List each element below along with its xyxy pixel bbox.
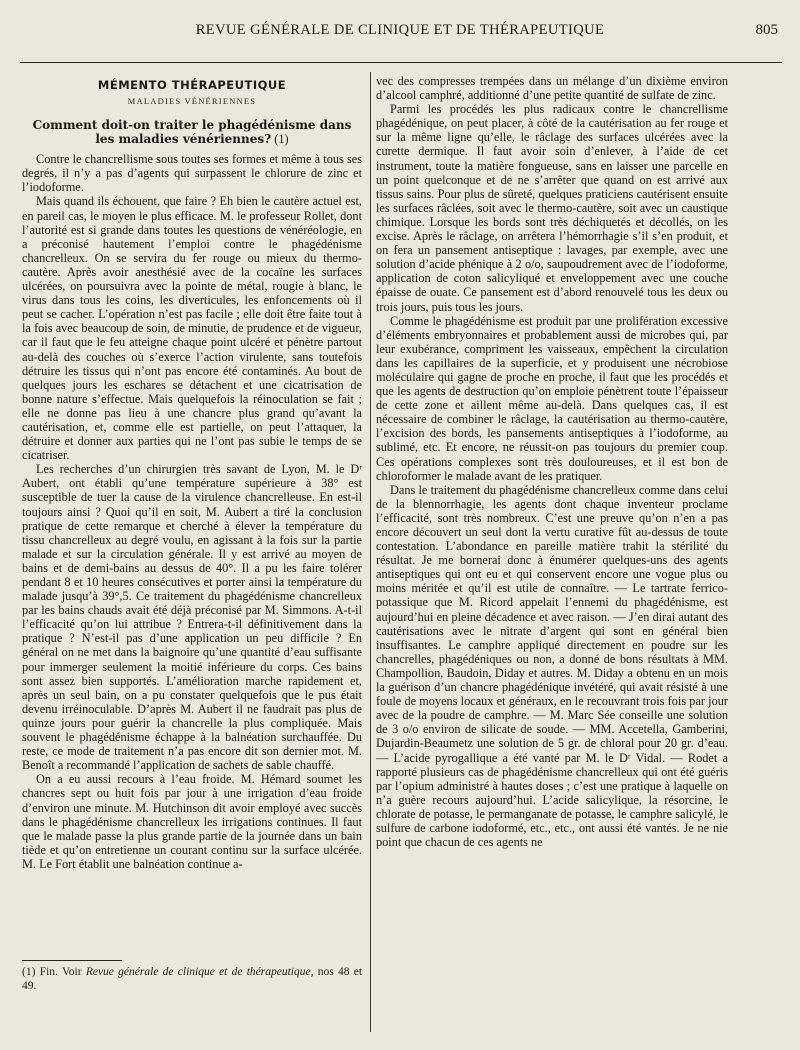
footnote-journal: Revue générale de clinique et de thérapeutique, bbox=[85, 966, 314, 978]
footnote-mark: (1) bbox=[22, 966, 36, 978]
paragraph: On a eu aussi recours à l’eau froide. M. Hémard soumet les chancres sept ou huit fois par jour à une irrigation d’eau froide d’environ une minute. M. Hutchinson dit avoir employé avec succès dans le phagédénisme chancrelleux les irrigations continues. Il faut que le malade passe la plus grande partie de la journée dans un bain tiède et qu’on entretienne un courant continu sur la surface ulcérée. M. Le Fort établit une balnéation continue a- bbox=[22, 772, 362, 871]
paragraph: Dans le traitement du phagédénisme chancrelleux comme dans celui de la blennorrhagie, les agents dont chaque inventeur proclame l’efficacité, sont très nombreux. C’est une preuve qu’on n’en a pas encore découvert un seul dont la vertu curative fût au-dessus de toute contestation. L’abondance en pareille matière trahit la stérilité du résultat. Je me bornerai donc à énumérer quelques-uns des agents antiseptiques qui ont eu et qui conservent encore une vogue plus ou moins méritée et qu’il est utile de connaître. — Le tartrate ferrico-potassique que M. Ricord appelait l’ennemi du phagédénisme, est aujourd’hui en pleine décadence et avec raison. — J’en dirai autant des cautérisations avec le nitrate d’argent qui sont en général bien insuffisantes. Le camphre appliqué directement en poudre sur les chancrelles, phagédéniques ou non, a donné de bons résultats à MM. Champollion, Baudoin, Diday et autres. M. Diday a obtenu en un mois la guérison d’un chancre phagédénique invétéré, qui avait résisté à une foule de moyens locaux et généraux, en le recouvrant trois fois par jour avec de la poudre de camphre. — M. Marc Sée conseille une solution de 3 o/o environ de silicate de soude. — MM. Accetella, Gamberini, Dujardin-Beaumetz une solution de 5 gr. de chloral pour 20 gr. d’eau. — L’acide pyrogallique a été vanté par M. le Dʳ Vidal. — Rodet a rapporté plusieurs cas de phagédénisme chancrelleux qui ont été guéris par l’opium administré à hautes doses ; c’est une pratique à laquelle on n’a guère recours aujourd’hui. L’acide salicylique, la résorcine, le chlorate de potasse, le permanganate de potasse, le camphre salicylé, le sulfure de carbone iodoformé, etc., etc., ont aussi été vantés. Je ne nie point que chacun de ces agents ne bbox=[376, 482, 728, 850]
paragraph: Les recherches d’un chirurgien très savant de Lyon, M. le Dʳ Aubert, ont établi qu’une température supérieure à 38° est susceptible de tuer la cause de la virulence chancrelleuse. En est-il toujours ainsi ? Quoi qu’il en soit, M. Aubert a tiré la conclusion pratique de cette remarque et cherché à élever la température du tissu chancrelleux au degré voulu, en agissant à la fois sur la partie malade et sur la circulation générale. Il y est arrivé au moyen de bains et de demi-bains au dessus de 40°. Il a pu les faire tolérer pendant 8 et 10 heures consécutives et porter ainsi la température du malade jusqu’à 39°,5. Ce traitement du phagédénisme chancrelleux par les bains chauds avait été déjà préconisé par M. Simmons. A-t-il l’efficacité qu’on lui attribue ? Entrera-t-il définitivement dans la pratique ? N’est-il pas d’une application un peu difficile ? En général on ne met dans la baignoire qu’une quantité d’eau suffisante pour immerger seulement la moitié inférieure du corps. Ces bains sont assez bien supportés. L’amélioration marche rapidement et, après un seul bain, on a pu constater quelquefois que le pus était devenu irréinoculable. D’après M. Aubert il ne faudrait pas plus de quinze jours pour guérir la chancrelle la plus compliquée. Mais souvent le phagédénisme échappe à la balnéation surchauffée. Du reste, ce mode de traitement n’a pas encore dit son dernier mot. M. Benoît a recommandé l’application de sachets de sable chauffé. bbox=[22, 462, 362, 773]
left-column bbox=[22, 74, 362, 871]
page-number: 805 bbox=[755, 22, 778, 38]
paragraph: Mais quand ils échouent, que faire ? Eh bien le cautère actuel est, en pareil cas, le moyen le plus efficace. M. le professeur Rollet, dont l’autorité est si grande dans toutes les questions de vénéréologie, en a préconisé hautement l’emploi contre le phagédénisme chancrelleux. On se servira du fer rouge ou mieux du thermo-cautère. Après avoir anesthésié avec de la cocaïne les surfaces ulcérées, on poursuivra avec la pointe de métal, rougie à blanc, le virus dans tous les coins, les diverticules, les enfoncements où il peut se cacher. L’opération n’est pas facile ; elle doit être faite tout à la fois avec beaucoup de soin, de minutie, de prudence et de vigueur, car il faut que le feu atteigne chaque point ulcéré et pénètre partout au-delà des couches où s’exerce l’action virulente, sans toutefois détruire les tissus qui n’ont pas encore été contaminés. Au bout de quelques jours les eschares se détachent et une cicatrisation de bonne nature s’effectue. Mais quelquefois la réinoculation se fait ; elle ne donne pas lieu à une chancre plus grand qu’avant la cautérisation, et, comme elle est partielle, on peut l’attaquer, la détruire et donner aux parties qui ne l’ont pas subie le temps de se cicatriser. bbox=[22, 194, 362, 463]
column-rule bbox=[370, 72, 371, 1032]
article-title bbox=[22, 118, 362, 146]
header-rule bbox=[20, 62, 782, 63]
footnote-rule bbox=[22, 960, 122, 961]
article-title-text: Comment doit-on traiter le phagédénisme dans les maladies vénériennes? bbox=[32, 118, 352, 147]
running-title: REVUE GÉNÉRALE DE CLINIQUE ET DE THÉRAPEUTIQUE bbox=[195, 22, 605, 38]
right-column bbox=[376, 74, 728, 849]
section-subtitle: MALADIES VÉNÉRIENNES bbox=[127, 96, 257, 107]
article-note-ref: (1) bbox=[274, 132, 289, 147]
paragraph: Contre le chancrellisme sous toutes ses formes et même à tous ses degrés, il n’y a pas d’agents qui surpassent le chlorure de zinc et l’iodoforme. bbox=[22, 152, 362, 195]
paragraph: Parmi les procédés les plus radicaux contre le chancrellisme phagédénique, on peut placer, à côté de la cautérisation au fer rouge et sur la même ligne qu’elle, le râclage des surfaces ulcérées avec la curette dermique. Il faut avoir soin d’enlever, à l’aide de cet instrument, toute la matière fongueuse, sans en laisser une parcelle en un point quelconque et de ne s’arrêter que quand on est arrivé aux tissus sains. Pour plus de sûreté, quelques praticiens cautérisent ensuite les surfaces râclées, soit avec le thermo-cautère, soit avec un caustique chimique. Lorsque les bords sont très déchiquetés et décollés, on les excise. Après le râclage, on arrêtera l’hémorrhagie s’il s’en produit, et on fera un pansement antiseptique : lavages, par exemple, avec une solution d’acide phénique à 2 o/o, saupoudrement avec de l’iodoforme, application de coton salicyliqué et enveloppement avec une couche épaisse de ouate. Ce pansement est d’abord renouvelé tous les deux ou trois jours, puis tous les jours. bbox=[376, 102, 728, 314]
paragraph: vec des compresses trempées dans un mélange d’un dixième environ d’alcool camphré, additionné d’une petite quantité de sulfate de zinc. bbox=[376, 74, 728, 103]
paragraph: Comme le phagédénisme est produit par une prolifération excessive d’éléments embryonnaires et probablement aussi de microbes qui, par leur exubérance, compriment les vaisseaux, empêchent la circulation dans les capillaires de la superficie, et y produisent une nécrobiose moléculaire qui gagne de proche en proche, il faut que les procédés et que les agents de destruction qu’on emploie pénètrent toute l’épaisseur de cette zone et aillent même au-delà. Dans quelques cas, il est nécessaire de combiner le râclage, la cautérisation au thermo-cautère, l’excision des bords, les pansements antiseptiques à l’iodoforme, au sublimé, etc. Et encore, ne réussit-on pas toujours du premier coup. Ces opérations complexes sont très douloureuses, et il est bon de chloroformer le malade avant de les pratiquer. bbox=[376, 313, 728, 483]
page-header bbox=[0, 22, 800, 44]
footnote-suffix: nos 48 et 49. bbox=[22, 966, 363, 992]
section-title: MÉMENTO THÉRAPEUTIQUE bbox=[97, 78, 287, 92]
footnote bbox=[22, 965, 362, 993]
footnote-prefix: Fin. Voir bbox=[39, 966, 82, 978]
